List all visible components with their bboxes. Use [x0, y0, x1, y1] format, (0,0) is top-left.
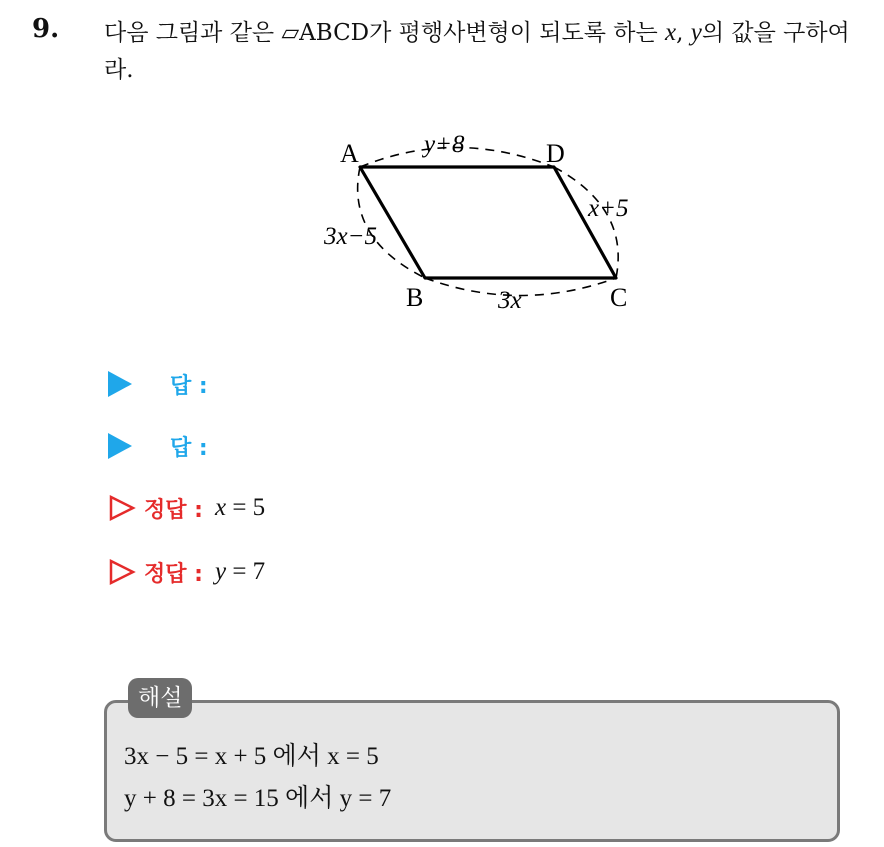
- explanation-tab: 해설: [128, 678, 192, 718]
- correct-answer-value-1: [215, 494, 265, 522]
- correct-answer-label-2: 정답 :: [144, 561, 203, 587]
- correct-answer-label-1: 정답 :: [144, 497, 203, 523]
- outline-arrow-icon: [108, 558, 136, 586]
- explanation-line-2: y + 8 = 3x = 15 에서 y = 7: [124, 785, 392, 812]
- question-text-part2: 의 값을 구하여라.: [104, 20, 850, 83]
- play-arrow-icon: [108, 433, 132, 459]
- question-var-y: y: [690, 19, 702, 46]
- vertex-D: D: [546, 139, 565, 168]
- answer-label-2: 답 :: [170, 435, 208, 461]
- question-text: [104, 14, 874, 89]
- vertex-B: B: [406, 283, 424, 312]
- question-text-part1: 다음 그림과 같은 ▱ABCD가 평행사변형이 되도록 하는: [104, 20, 665, 46]
- question-comma: ,: [676, 20, 691, 46]
- side-label-left: 3x−5: [324, 223, 377, 250]
- correct-answer-rest-1: = 5: [226, 494, 266, 521]
- question-var-x: x: [664, 19, 677, 46]
- answer-label-1: 답 :: [170, 373, 208, 399]
- correct-answer-var-2: y: [214, 558, 227, 585]
- side-label-top: y+8: [424, 131, 465, 158]
- question-number: 9.: [32, 14, 60, 44]
- correct-answer-row-1: [108, 488, 265, 528]
- play-arrow-icon: [108, 371, 132, 397]
- parallelogram-shape: [360, 167, 616, 278]
- answer-row-2: [108, 426, 208, 466]
- outline-arrow-icon: [108, 494, 136, 522]
- side-label-right: x+5: [588, 195, 629, 222]
- correct-answer-row-2: [108, 552, 265, 592]
- answer-row-1: [108, 364, 208, 404]
- vertex-C: C: [610, 283, 628, 312]
- correct-answer-value-2: [215, 558, 265, 586]
- correct-answer-rest-2: = 7: [226, 558, 266, 585]
- vertex-A: A: [340, 139, 359, 168]
- side-label-bottom: 3x: [498, 287, 522, 314]
- correct-answer-var-1: x: [214, 494, 227, 521]
- parallelogram-figure: [300, 118, 660, 322]
- explanation-line-1: 3x − 5 = x + 5 에서 x = 5: [124, 743, 379, 770]
